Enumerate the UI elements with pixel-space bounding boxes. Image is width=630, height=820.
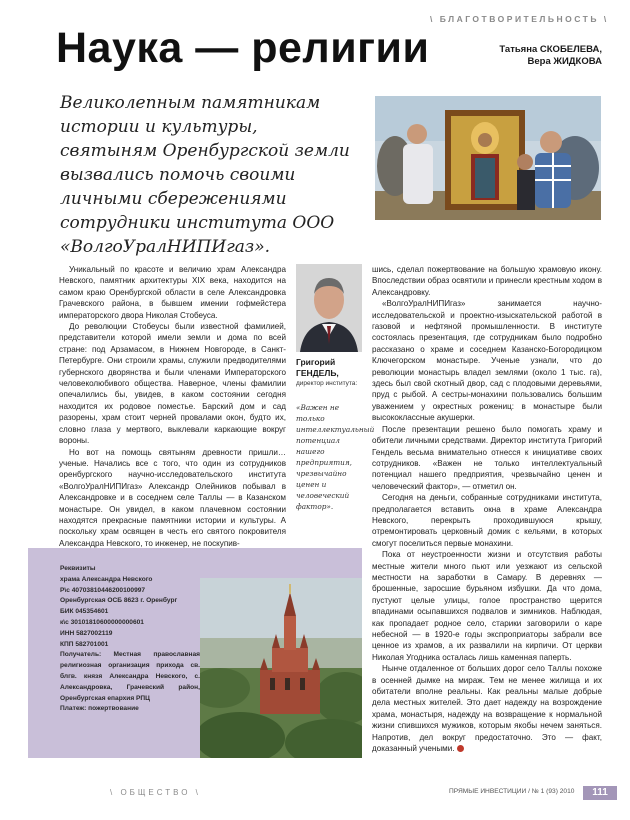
body-paragraph: Сегодня на деньги, собранные сотрудниками института, предполагается вставить окна в храме Александра Невского, перекрыть проходившуюся крышу, отремонтировать церковный домик с кельями, в которых смогут поселиться первые монахини.: [372, 493, 602, 548]
director-role: директор института:: [296, 380, 358, 387]
director-name: Григорий ГЕНДЕЛЬ,: [296, 357, 339, 378]
requisites-line: храма Александра Невского: [60, 575, 153, 583]
body-paragraph: Пока от неустроенности жизни и отсутствия работы местные жители много пьют или уезжают из сельской местности на заработки в Самару. В деревнях — брошенные, заросшие бурьяном избушки. Да что дома, пустуют целые улицы, голое пространство щерится впадинами осыпавшихся подвалов и зимников. Наблюдая, как пропадает родное село, старики заговорили о каре небесной — в 1920-е годы экспроприаторы забрали все ценное из храмов, а их развалили на кирпичи. От церкви Николая Угодника осталась лишь каменная паперть.: [372, 550, 602, 662]
body-column-1: [59, 264, 286, 549]
article-title: Наука — религии: [56, 24, 430, 72]
body-column-3: [372, 264, 602, 754]
requisites-line: Платеж: пожертвование: [60, 705, 139, 713]
author-1: Татьяна СКОБЕЛЕВА,: [499, 44, 602, 55]
requisites-line: Реквизиты: [60, 565, 96, 572]
director-portrait: [296, 264, 362, 352]
body-paragraph-last: [372, 663, 602, 754]
requisites-line: к\с 30101810600000000601: [60, 618, 144, 626]
end-mark-icon: [457, 745, 464, 752]
director-portrait-illustration: [296, 264, 362, 352]
footer-journal: ПРЯМЫЕ ИНВЕСТИЦИИ / № 1 (93) 2010: [449, 788, 575, 795]
body-paragraph: Уникальный по красоте и величию храм Александра Невского, памятник архитектуры XIX века, находится на самом краю Оренбургской области в селе Александровка Грачевского района, в бывшем имении гофмейстера императорского двора Николая Стобеуса.: [59, 265, 286, 320]
page-number: 111: [592, 787, 608, 798]
requisites-line: Р\с 40703810446200100997: [60, 586, 146, 594]
pull-quote: «Важен не только интеллектуальный потенциал нашего предприятия, чрезвычайно ценен и человеческий фактор».: [296, 403, 375, 511]
final-paragraph-text: Нынче отдаленное от больших дорог село Таллы похоже в осенней дымке на мираж. Тем не менее жилища и их обитатели вполне реальны. Как реальны малые добрые дела местных жителей. Это дает надежду на возрождение храма, монастыря, надежду на возвращение к нормальной жизни спившихся мужиков, которым якобы нечем заняться. Напротив, дел вокруг предостаточно. Это — факт, доказанный учеными.: [372, 664, 602, 754]
body-paragraph: «ВолгоУралНИПИгаз» занимается научно-исследовательской и проектно-изыскательской работой в газовой и нефтяной промышленности. В институте состоялась презентация, где сотрудникам было подробно рассказано о храме и соседнем Казанско-Богородицком Ключегорском монастыре. Ученые узнали, что до революции монастырь владел землями (около 1 тыс. га), здесь был свой скотный двор, сад с плодовыми деревьями, пруд с рыбой. А сестры-монахини пользовались большим уважением у окрестных рожениц: в монастыре были высококлассные акушерки.: [372, 299, 602, 423]
lead-paragraph: Великолепным памятникам истории и культуры, святыням Оренбургской земли вызвались помочь своими личными сбережениями сотрудники института ООО «ВолгоУралНИПИгаз».: [60, 93, 350, 257]
requisites-line: Получатель: Местная православная религиозная организация прихода св. блгв. князя Александра Невского, с. Александровка, Грачевский район, Оренбургская епархия РПЦ: [60, 651, 200, 702]
requisites-line: КПП 582701001: [60, 640, 109, 648]
church-photo-illustration: [200, 578, 362, 758]
body-paragraph: шись, сделал пожертвование на большую храмовую икону. Впоследствии образ освятили и принесли крестным ходом в Александровку.: [372, 265, 602, 297]
body-paragraph: После презентации решено было помогать храму и обители личными средствами. Директор института Григорий Гендель весьма внимательно отнесся к инициативе своих сотрудников. «Важен не только интеллектуальный потенциал нашего предприятия, чрезвычайно ценен и человеческий фактор», — отметил он.: [372, 424, 602, 491]
church-photo: [200, 578, 362, 758]
requisites-line: БИК 045354601: [60, 608, 109, 616]
procession-photo: [375, 96, 601, 220]
author-2: Вера ЖИДКОВА: [527, 56, 602, 67]
procession-photo-illustration: [375, 96, 601, 220]
requisites-text: [60, 564, 200, 715]
section-tag: \ БЛАГОТВОРИТЕЛЬНОСТЬ \: [430, 14, 609, 24]
requisites-line: Оренбургская ОСБ 8623 г. Оренбург: [60, 597, 178, 605]
footer-section: \ ОБЩЕСТВО \: [110, 788, 201, 797]
requisites-line: ИНН 5827002119: [60, 629, 113, 637]
authors: [470, 44, 602, 68]
body-paragraph: Но вот на помощь святыням древности пришли… ученые. Начались все с того, что один из сотрудников оренбургского научно-исследовательского института «ВолгоУралНИПИгаз» Александр Олейников побывал в Александровке и в соседнем селе Таллы — в Казанском монастыре. Он увидел, в каком плачевном состоянии находятся прекрасные памятники истории и культуры. А поскольку храм освящен в честь его святого покровителя Александра Невского, то инженер, не поскупив-: [59, 447, 286, 548]
body-paragraph: До революции Стобеусы были известной фамилией, представители которой имели земли и дома по всей стране: под Арзамасом, в Нижнем Новгороде, в Санкт-Петербурге. Они строили храмы, служили предводителями губернского дворянства и были членами Императорского человеколюбивого общества. Наверное, члены фамилии опечалились бы, увидев, в каком состоянии сегодня находится их родовое поместье. Барский дом и сад разорены, храм стоит черней провалами окон, будто их, словно глаза у мертвого, выклевали каркающие вокруг вороны.: [59, 322, 286, 446]
